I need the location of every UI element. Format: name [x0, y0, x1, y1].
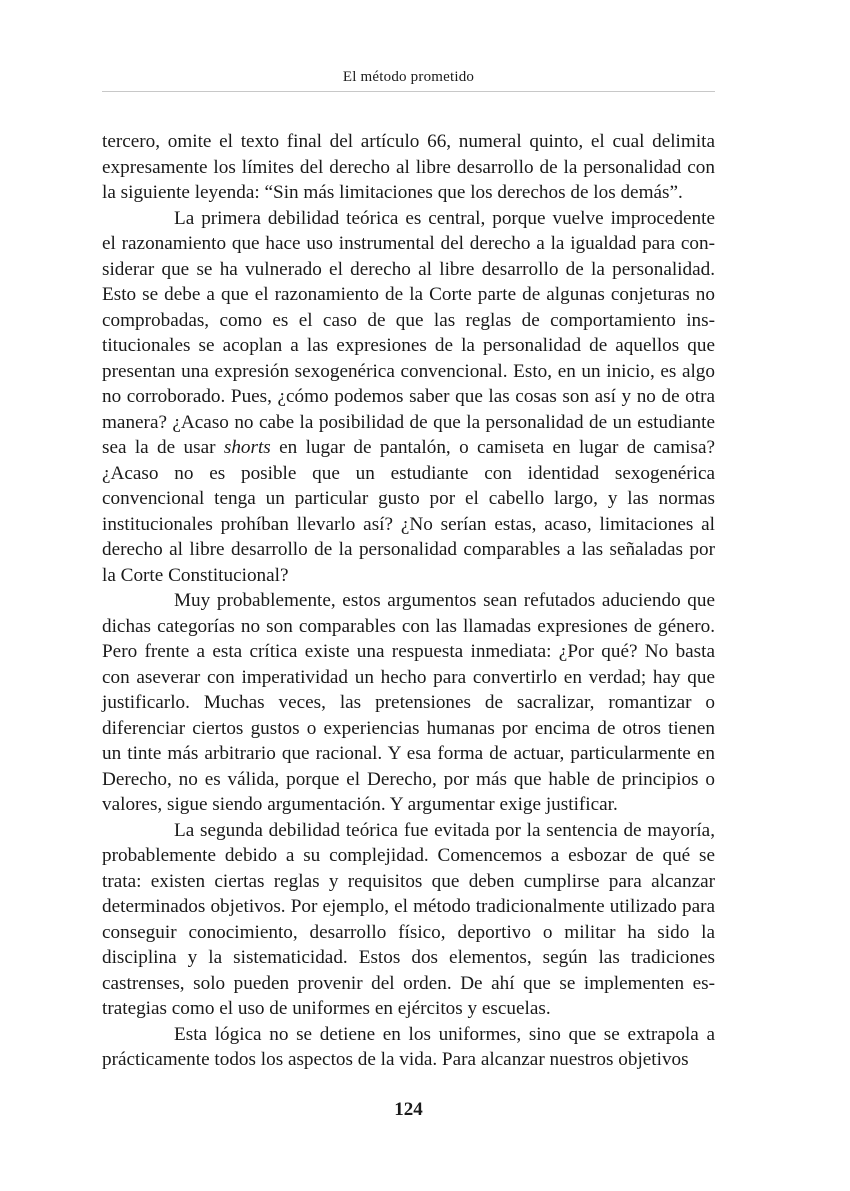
paragraph: [102, 1022, 715, 1073]
paragraph: [102, 206, 715, 589]
italic-term: shorts: [223, 437, 271, 458]
header-rule: [102, 91, 715, 92]
page-number: 124: [394, 1099, 423, 1120]
text-run: Esta lógica no se detiene en los uniformes, sino que se extrapola a prácticamente todos los aspectos de la vida. Para alcanzar nuestros objetivos: [102, 1023, 715, 1070]
text-run: tercero, omite el texto final del artículo 66, numeral quinto, el cual delimita expresamente los límites del derecho al libre desarrollo de la personalidad con la siguiente leyenda: “Sin más limitaciones que los derechos de los demás”.: [102, 131, 715, 203]
text-run: La segunda debilidad teórica fue evitada por la sentencia de mayoría, probablemente debido a su complejidad. Comencemos a esbozar de qué se trata: existen ciertas reglas y requisitos que deben cumplirse para alcanzar determinados objetivos. Por ejemplo, el método tradicionalmente utilizado para conseguir conocimiento, desarrollo físico, deportivo o militar ha sido la disciplina y la sistematicidad. Estos dos elementos, según las tradiciones castrenses, solo pueden provenir del orden. De ahí que se implementen estrategias como el uso de uniformes en ejércitos y escuelas.: [102, 819, 715, 1019]
paragraph: [102, 129, 715, 206]
body-text: [102, 129, 715, 1073]
paragraph: [102, 588, 715, 818]
text-run: Muy probablemente, estos argumentos sean refutados aduciendo que dichas categorías no son comparables con las llamadas expresiones de género. Pero frente a esta crítica existe una respuesta inmediata: ¿Por qué? No basta con aseverar con imperatividad un hecho para convertirlo en verdad; hay que justificarlo. Muchas veces, las pretensiones de sacralizar, romantizar o diferenciar ciertos gustos o experiencias humanas por encima de otros tienen un tinte más arbitrario que racional. Y esa forma de actuar, particularmente en Derecho, no es válida, porque el Derecho, por más que hable de principios o valores, sigue siendo argumentación. Y argumentar exige justificar.: [102, 590, 715, 815]
running-header: El método prometido: [342, 69, 475, 85]
text-run: La primera debilidad teórica es central, porque vuelve improcedente el razonamiento que hace uso instrumental del derecho a la igualdad para considerar que se ha vulnerado el derecho al libre desarrollo de la personalidad. Esto se debe a que el razonamiento de la Corte parte de algunas conjeturas no comprobadas, como es el caso de que las reglas de comportamiento institucionales se acoplan a las expresiones de la personalidad de aquellos que presentan una expresión sexogenérica convencional. Esto, en un inicio, es algo no corroborado. Pues, ¿cómo podemos saber que las cosas son así y no de otra manera? ¿Acaso no cabe la posibilidad de que la personalidad de un estudiante sea la de usar: [102, 207, 715, 458]
text-run: en lugar de pantalón, o camiseta en lugar de camisa? ¿Acaso no es posible que un estudiante con identidad sexogenérica convencional tenga un particular gusto por el cabello largo, y las normas institucionales prohíban llevarlo así? ¿No serían estas, acaso, limitaciones al derecho al libre desarrollo de la personalidad comparables a las señaladas por la Corte Constitucional?: [102, 437, 715, 586]
paragraph: [102, 818, 715, 1022]
